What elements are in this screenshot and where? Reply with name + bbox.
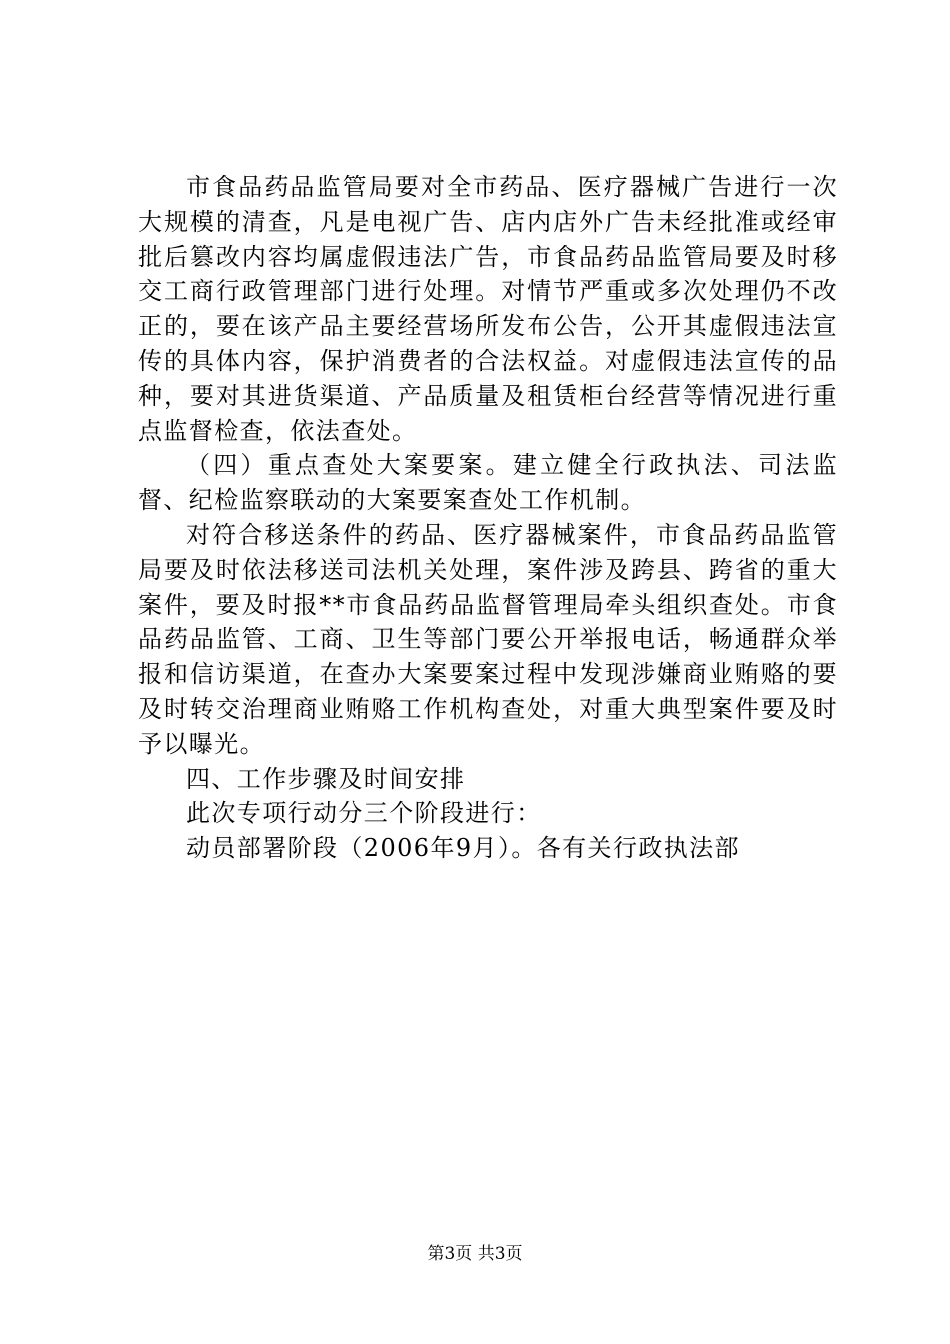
paragraph-major-cases: （四）重点查处大案要案。建立健全行政执法、司法监督、纪检监察联动的大案要案查处工作机制。: [138, 451, 838, 515]
paragraph-case-transfer: 对符合移送条件的药品、医疗器械案件，市食品药品监管局要及时依法移送司法机关处理，案件涉及跨县、跨省的重大案件，要及时报**市食品药品监督管理局牵头组织查处。市食品药品监管、工商、卫生等部门要公开举报电话，畅通群众举报和信访渠道，在查办大案要案过程中发现涉嫌商业贿赂的要及时转交治理商业贿赂工作机构查处，对重大典型案件要及时予以曝光。: [138, 520, 838, 758]
page-number-label: 第3页 共3页: [427, 1244, 523, 1264]
document-body: [138, 170, 838, 866]
paragraph-mobilization-stage: 动员部署阶段（2006年9月）。各有关行政执法部: [186, 834, 740, 863]
paragraph-three-stages: 此次专项行动分三个阶段进行：: [186, 799, 542, 828]
section-heading-work-steps: 四、工作步骤及时间安排: [186, 764, 466, 793]
paragraph-ad-inspection: 市食品药品监管局要对全市药品、医疗器械广告进行一次大规模的清查，凡是电视广告、店内店外广告未经批准或经审批后篡改内容均属虚假违法广告，市食品药品监管局要及时移交工商行政管理部门进行处理。对情节严重或多次处理仍不改正的，要在该产品主要经营场所发布公告，公开其虚假违法宣传的具体内容，保护消费者的合法权益。对虚假违法宣传的品种，要对其进货渠道、产品质量及租赁柜台经营等情况进行重点监督检查，依法查处。: [138, 173, 838, 445]
page-footer: [0, 1242, 950, 1266]
